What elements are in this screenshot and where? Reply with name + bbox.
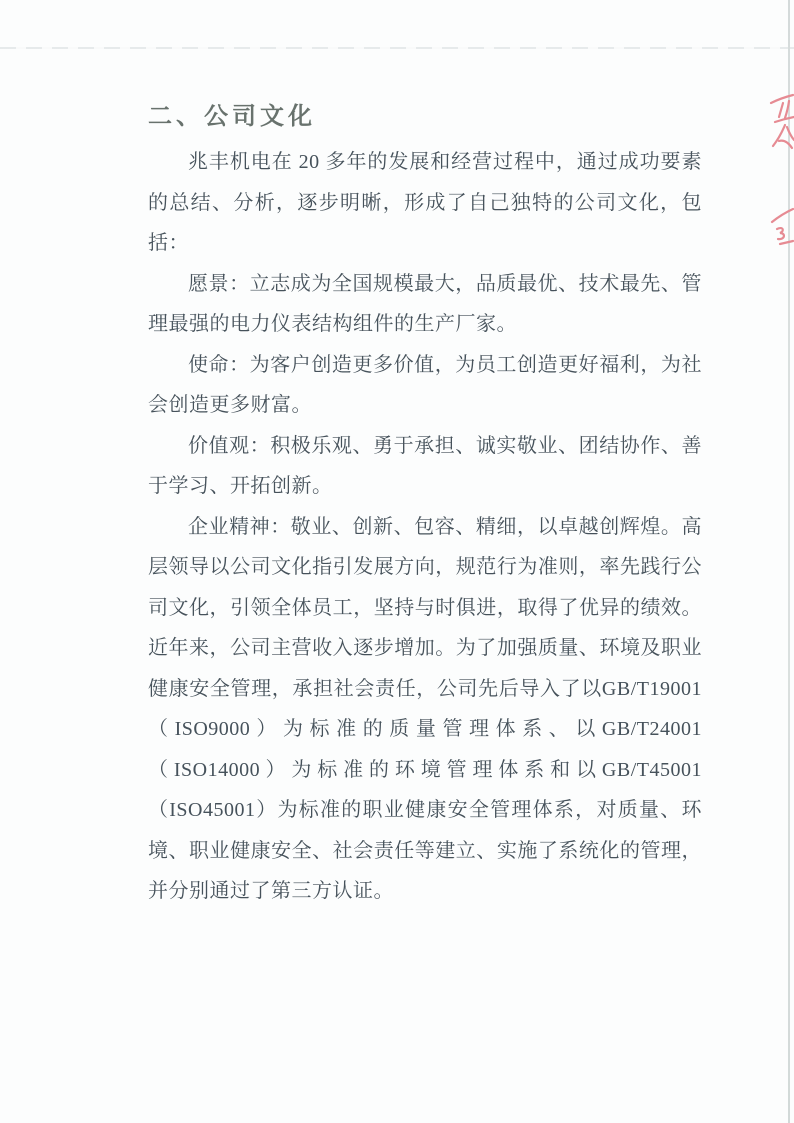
horizontal-scan-artifact-line <box>0 47 794 49</box>
paragraph-spirit: 企业精神：敬业、创新、包容、精细，以卓越创辉煌。高层领导以公司文化指引发展方向，规范行为准则，率先践行公司文化，引领全体员工，坚持与时俱进，取得了优异的绩效。近年来，公司主营收入逐步增加。为了加强质量、环境及职业健康安全管理，承担社会责任，公司先后导入了以GB/T19001（ISO9000）为标准的质量管理体系、以GB/T24001（ISO14000）为标准的环境管理体系和以GB/T45001（ISO45001）为标准的职业健康安全管理体系，对质量、环境、职业健康安全、社会责任等建立、实施了系统化的管理，并分别通过了第三方认证。 <box>148 515 702 902</box>
document-body <box>148 101 702 912</box>
paragraph-intro: 兆丰机电在 20 多年的发展和经营过程中，通过成功要素的总结、分析，逐步明晰，形成了自己独特的公司文化，包括： <box>148 151 702 254</box>
section-title: 二、公司文化 <box>148 103 316 130</box>
vertical-scan-edge-line <box>788 0 790 1123</box>
paragraph-values: 价值观：积极乐观、勇于承担、诚实敬业、团结协作、善于学习、开拓创新。 <box>148 434 702 497</box>
paragraph-mission: 使命：为客户创造更多价值，为员工创造更好福利，为社会创造更多财富。 <box>148 353 702 416</box>
paragraph-vision: 愿景：立志成为全国规模最大，品质最优、技术最先、管理最强的电力仪表结构组件的生产厂家。 <box>148 272 702 335</box>
red-handwriting-fragment-icon <box>770 205 794 249</box>
red-handwriting-fragment-icon <box>768 91 794 153</box>
